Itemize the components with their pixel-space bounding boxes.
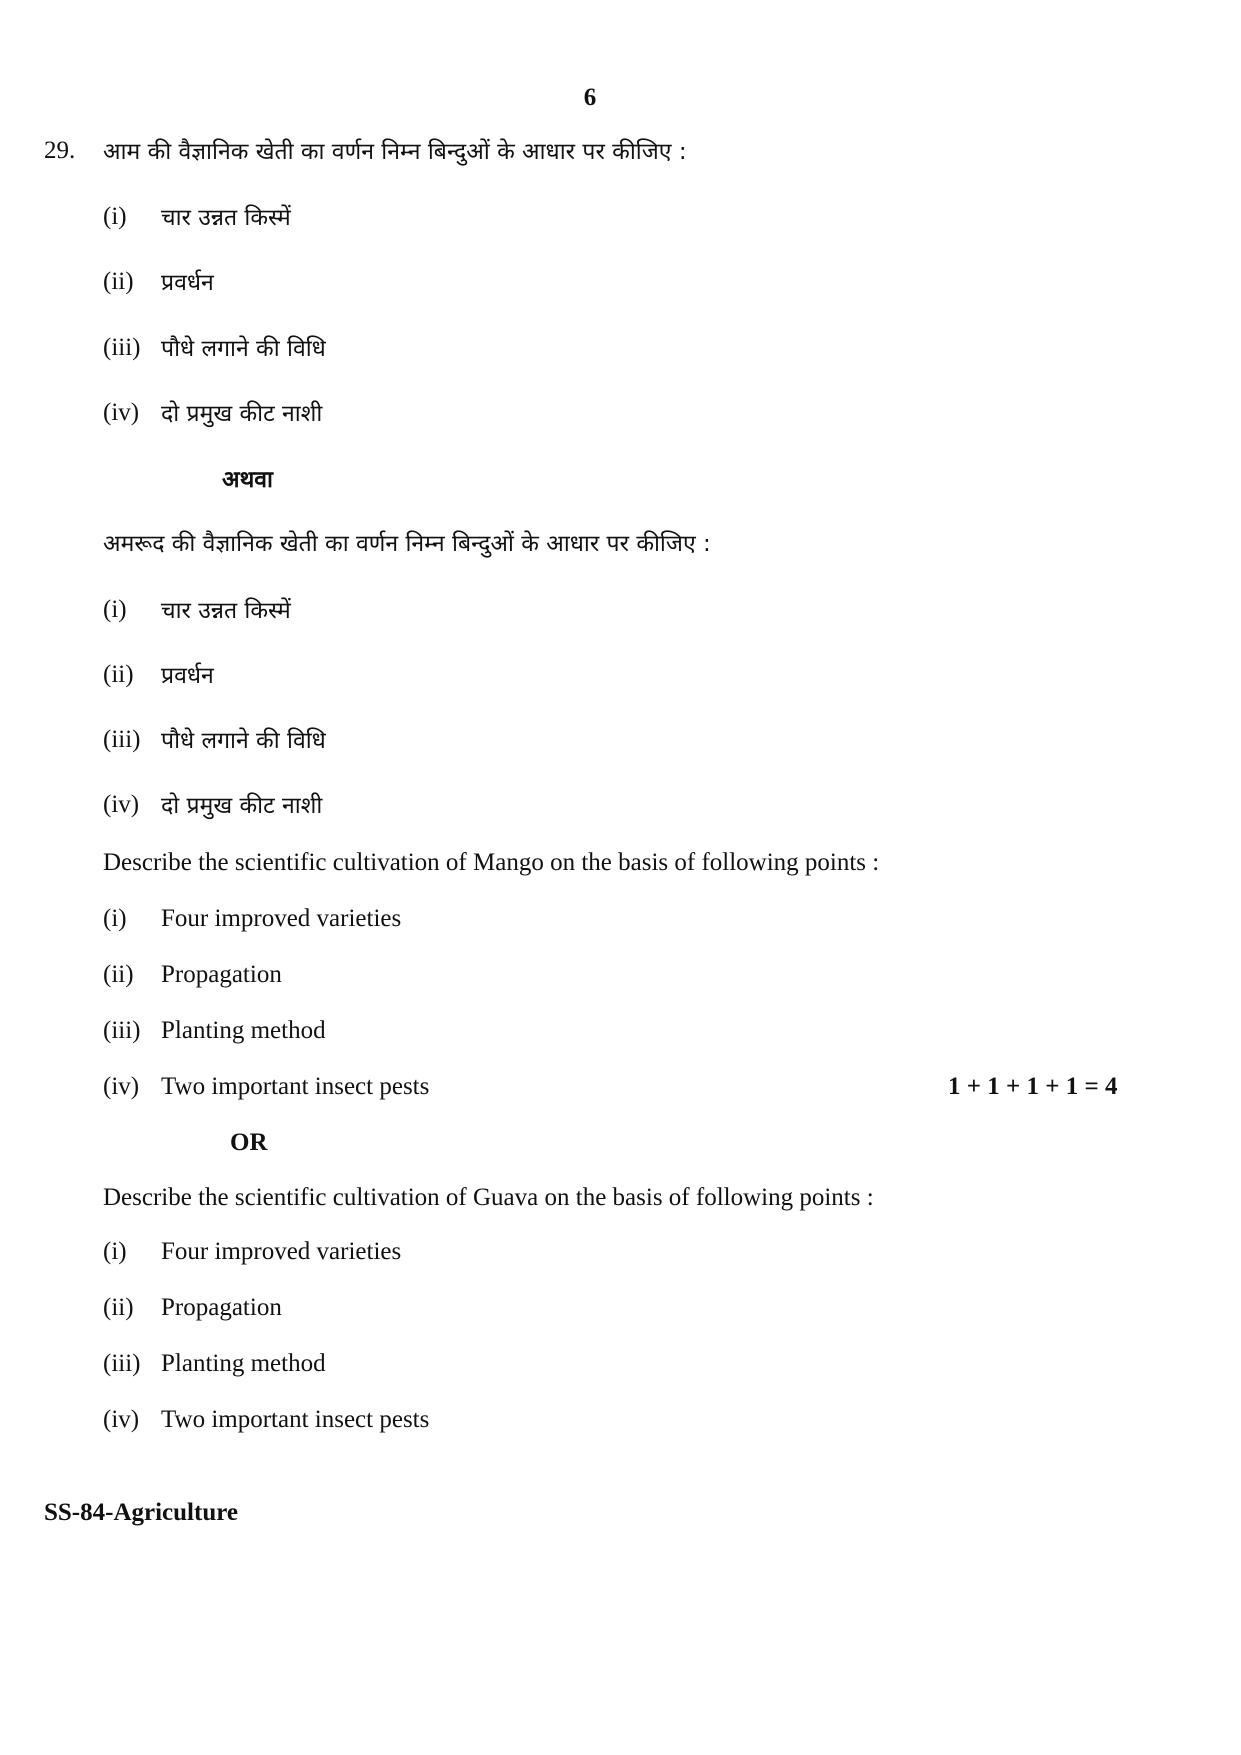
- english-mango-point-text: Propagation: [161, 961, 282, 988]
- english-guava-point-num: (iv): [103, 1406, 140, 1433]
- english-guava-point-num: (i): [103, 1238, 127, 1265]
- english-mango-point-num: (ii): [103, 961, 134, 988]
- hindi-guava-point-num: (i): [103, 596, 127, 623]
- english-mango-point-num: (iii): [103, 1017, 141, 1044]
- english-guava-point-text: Propagation: [161, 1294, 282, 1321]
- english-guava-point-num: (iii): [103, 1350, 141, 1377]
- english-guava-prompt: Describe the scientific cultivation of Guava on the basis of following points :: [103, 1184, 874, 1211]
- english-guava-point-text: Planting method: [161, 1350, 326, 1377]
- english-mango-point-text: Four improved varieties: [161, 905, 402, 932]
- hindi-mango-point-text: पौधे लगाने की विधि: [161, 336, 326, 362]
- english-mango-point-num: (iv): [103, 1073, 140, 1100]
- hindi-or-label: अथवा: [222, 467, 274, 493]
- hindi-guava-point-text: चार उन्नत किस्में: [161, 598, 291, 624]
- hindi-mango-point-num: (iii): [103, 334, 141, 361]
- english-mango-point-text: Planting method: [161, 1017, 326, 1044]
- footer-subject-code: SS-84-Agriculture: [44, 1499, 238, 1526]
- marks-distribution: 1 + 1 + 1 + 1 = 4: [948, 1073, 1118, 1100]
- page-number: 6: [583, 84, 597, 111]
- hindi-guava-point-num: (iv): [103, 791, 140, 818]
- hindi-guava-prompt: अमरूद की वैज्ञानिक खेती का वर्णन निम्न बिन्दुओं के आधार पर कीजिए :: [103, 531, 711, 557]
- hindi-guava-point-text: दो प्रमुख कीट नाशी: [161, 793, 323, 819]
- english-or-label: OR: [230, 1129, 268, 1156]
- hindi-mango-point-num: (iv): [103, 399, 140, 426]
- hindi-guava-point-text: प्रवर्धन: [161, 663, 214, 689]
- question-number: 29.: [44, 137, 76, 164]
- english-guava-point-num: (ii): [103, 1294, 134, 1321]
- english-mango-prompt: Describe the scientific cultivation of Mango on the basis of following points :: [103, 849, 880, 876]
- english-mango-point-text: Two important insect pests: [161, 1073, 430, 1100]
- hindi-mango-prompt: आम की वैज्ञानिक खेती का वर्णन निम्न बिन्दुओं के आधार पर कीजिए :: [103, 139, 687, 165]
- hindi-guava-point-num: (ii): [103, 661, 134, 688]
- hindi-guava-point-num: (iii): [103, 726, 141, 753]
- hindi-mango-point-text: प्रवर्धन: [161, 270, 214, 296]
- english-mango-point-num: (i): [103, 905, 127, 932]
- hindi-mango-point-text: दो प्रमुख कीट नाशी: [161, 401, 323, 427]
- hindi-mango-point-num: (ii): [103, 268, 134, 295]
- english-guava-point-text: Four improved varieties: [161, 1238, 402, 1265]
- hindi-mango-point-num: (i): [103, 203, 127, 230]
- hindi-mango-point-text: चार उन्नत किस्में: [161, 205, 291, 231]
- hindi-guava-point-text: पौधे लगाने की विधि: [161, 728, 326, 754]
- english-guava-point-text: Two important insect pests: [161, 1406, 430, 1433]
